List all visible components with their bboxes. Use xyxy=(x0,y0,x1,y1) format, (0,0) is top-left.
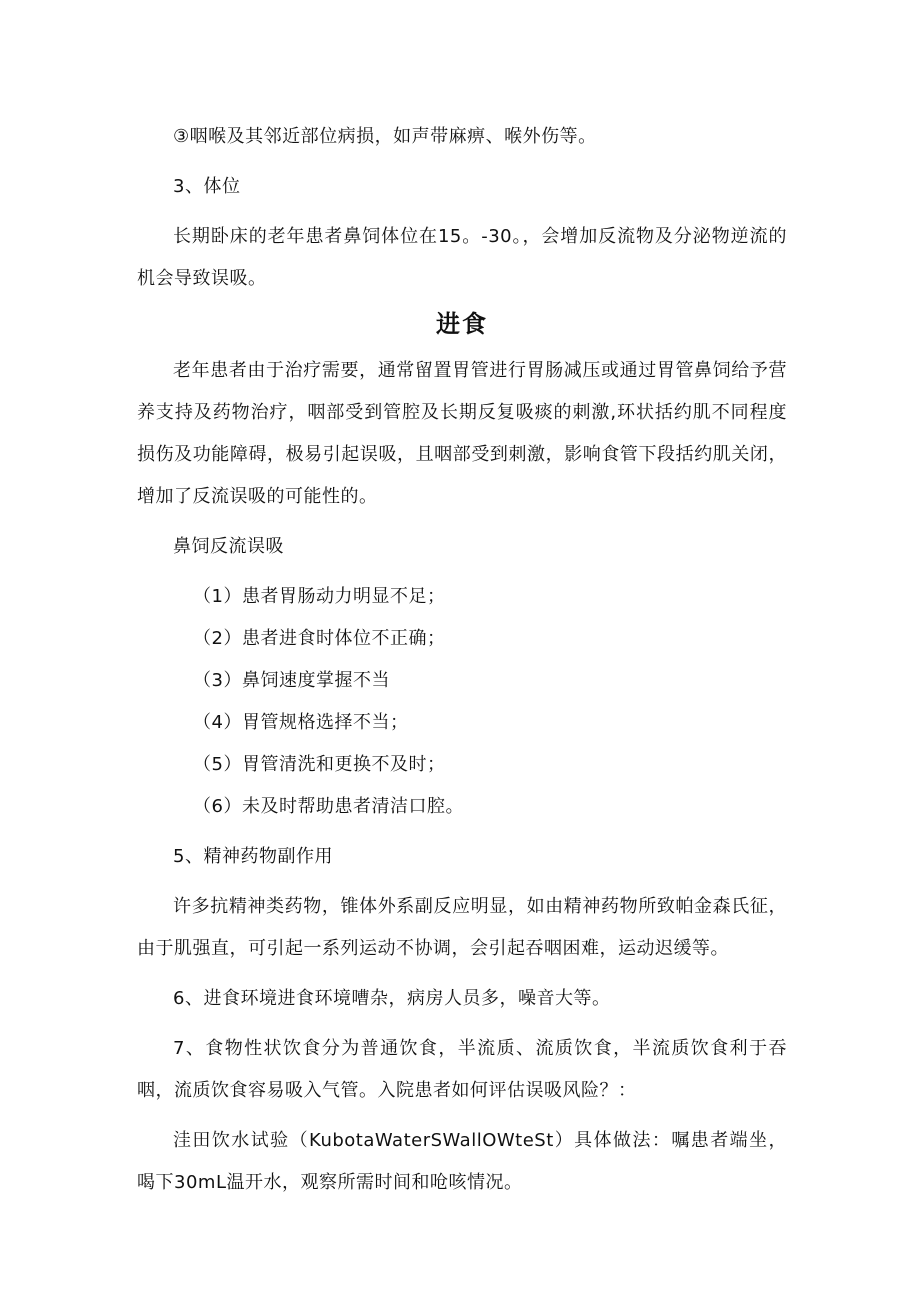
reflux-title: 鼻饲反流误吸 xyxy=(173,536,284,557)
section-5-title: 5、精神药物副作用 xyxy=(173,846,333,867)
paragraph-intro: 老年患者由于治疗需要，通常留置胃管进行胃肠减压或通过胃管鼻饲给予营养支持及药物治疗，咽部受到管腔及长期反复吸痰的刺激,环状括约肌不同程度损伤及功能障碍，极易引起误吸，且咽部受到刺激，影响食管下段括约肌关闭，增加了反流误吸的可能性的。 xyxy=(137,360,787,507)
document-body xyxy=(137,116,787,1204)
paragraph-section-6: 6、进食环境进食环境嘈杂，病房人员多，噪音大等。 xyxy=(173,988,611,1009)
section-3-title: 3、体位 xyxy=(173,176,241,197)
heading-eating: 进食 xyxy=(436,310,488,338)
reflux-item-6: （6）未及时帮助患者清洁口腔。 xyxy=(193,796,464,817)
reflux-item-2: （2）患者进食时体位不正确； xyxy=(193,628,446,649)
paragraph-section-5-body: 许多抗精神类药物，锥体外系副反应明显，如由精神药物所致帕金森氏征，由于肌强直，可引起一系列运动不协调，会引起吞咽困难，运动迟缓等。 xyxy=(137,896,787,959)
reflux-item-1: （1）患者胃肠动力明显不足； xyxy=(193,586,446,607)
paragraph-item3-pharynx: ③咽喉及其邻近部位病损，如声带麻痹、喉外伤等。 xyxy=(173,126,597,147)
reflux-item-5: （5）胃管清洗和更换不及时； xyxy=(193,754,446,775)
paragraph-section-3-body: 长期卧床的老年患者鼻饲体位在15。-30。，会增加反流物及分泌物逆流的机会导致误吸。 xyxy=(137,226,787,289)
paragraph-kubota-test: 洼田饮水试验（KubotaWaterSWallOWteSt）具体做法：嘱患者端坐，喝下30mL温开水，观察所需时间和呛咳情况。 xyxy=(137,1130,787,1193)
reflux-item-3: （3）鼻饲速度掌握不当 xyxy=(193,670,390,691)
paragraph-section-7: 7、食物性状饮食分为普通饮食，半流质、流质饮食，半流质饮食利于吞咽，流质饮食容易吸入气管。入院患者如何评估误吸风险？： xyxy=(137,1038,787,1101)
reflux-item-4: （4）胃管规格选择不当； xyxy=(193,712,409,733)
